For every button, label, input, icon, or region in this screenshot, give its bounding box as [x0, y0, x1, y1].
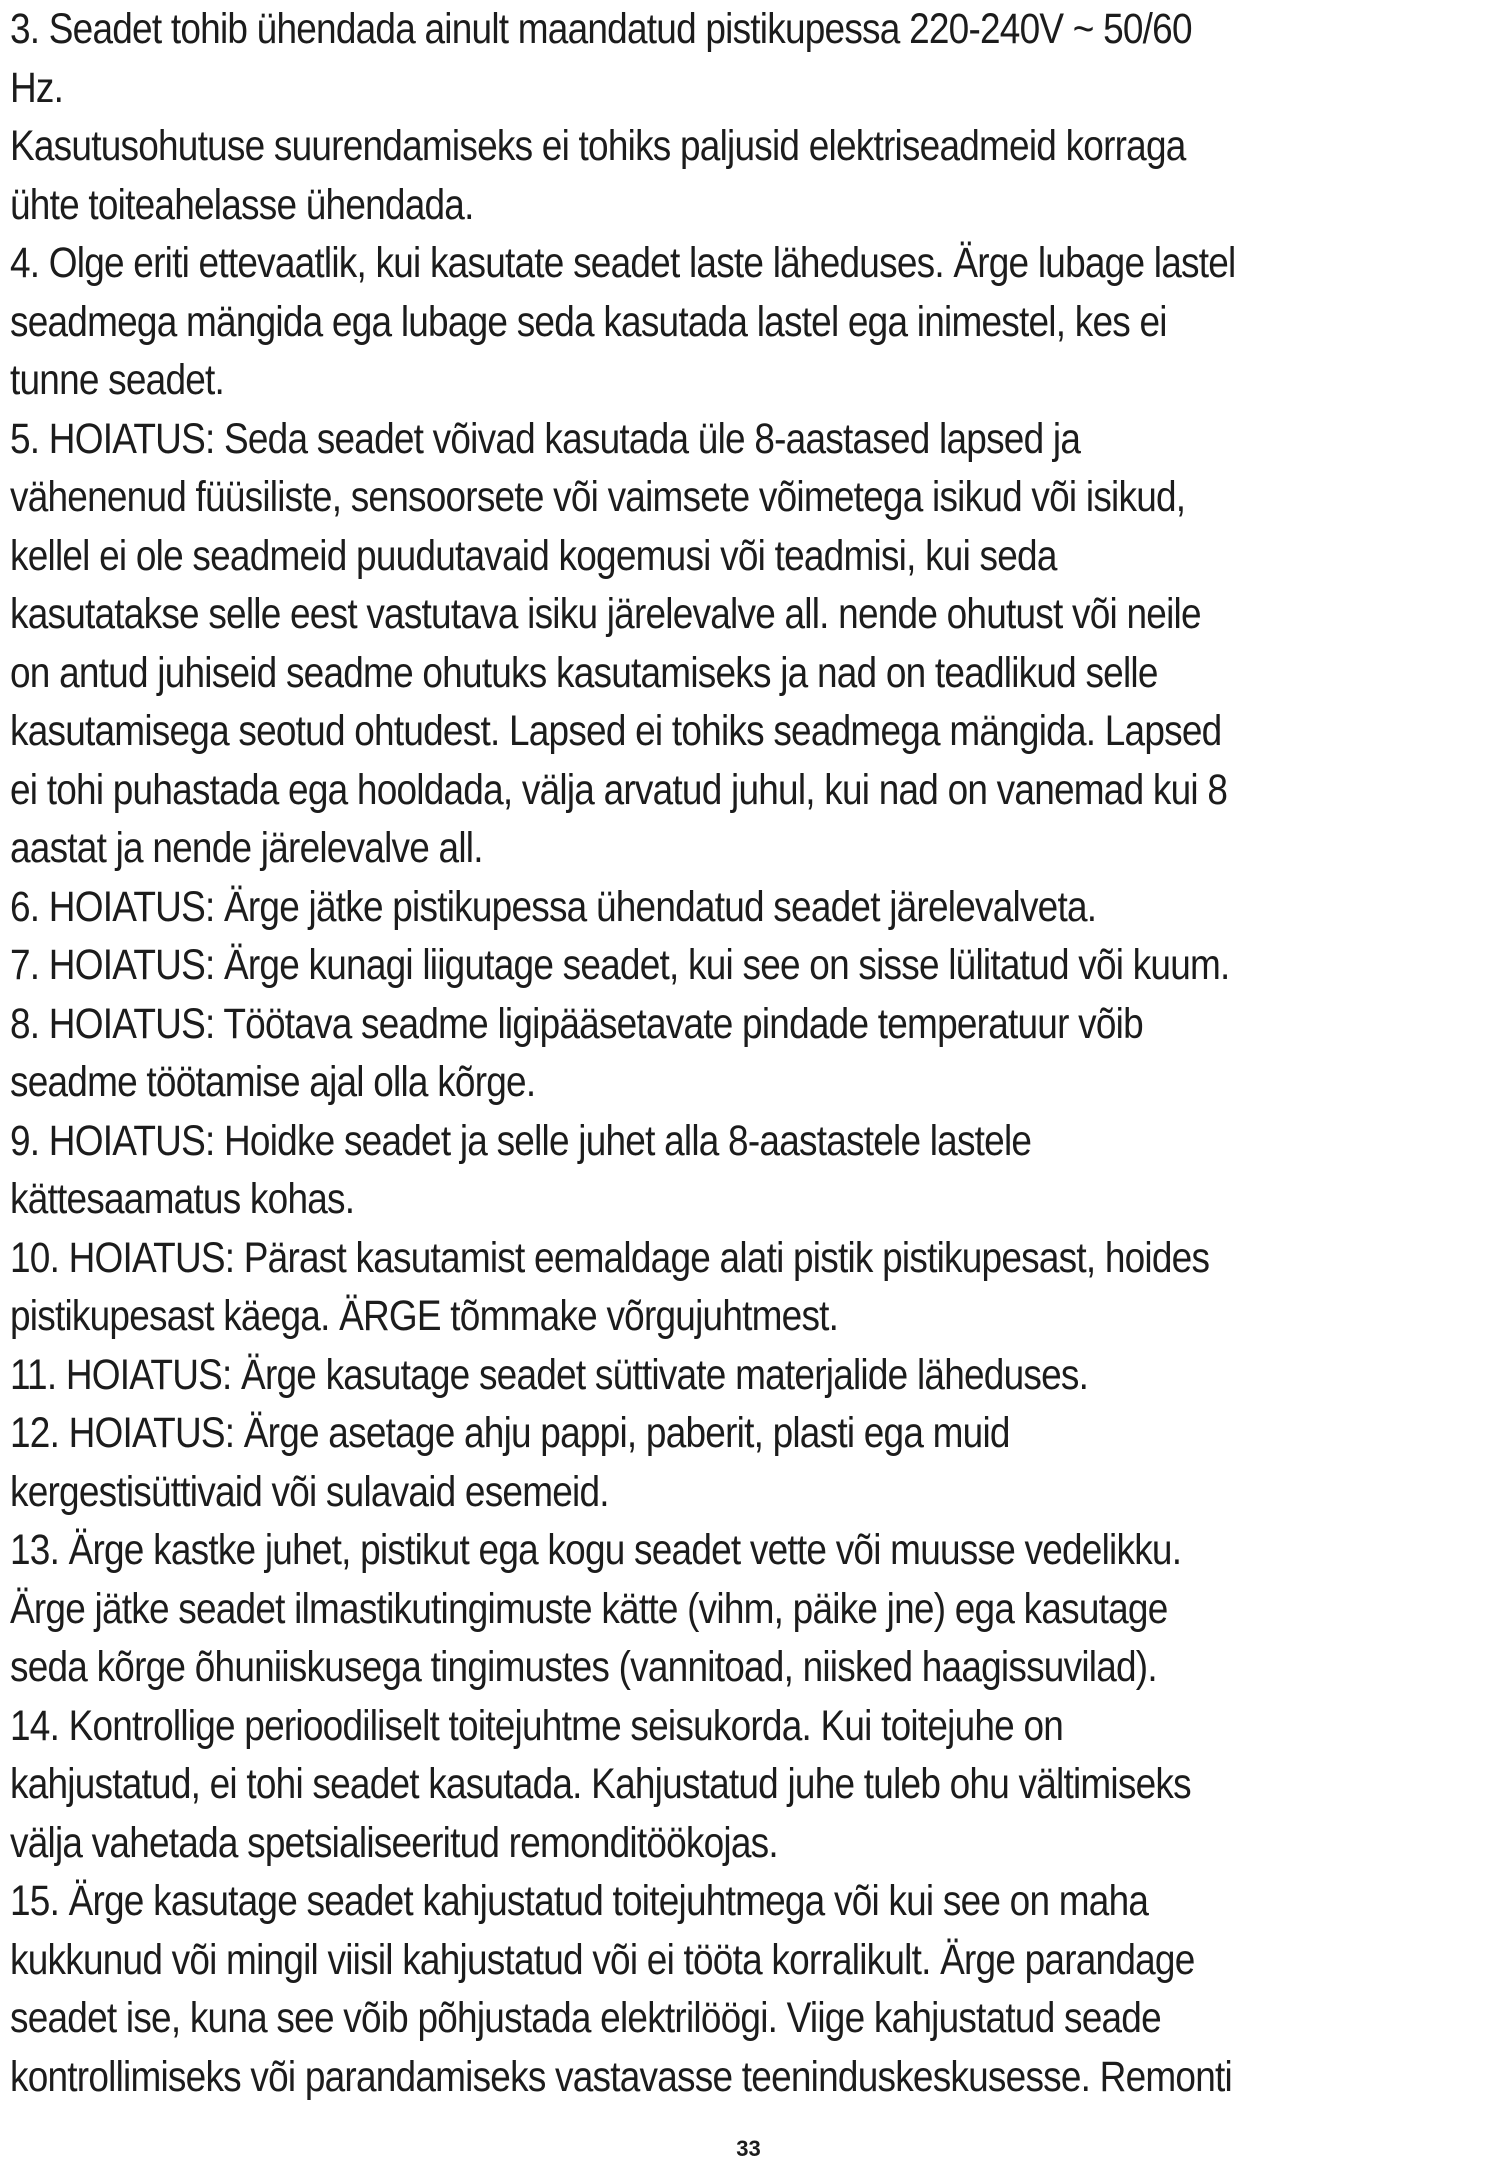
- text-line: 15. Ärge kasutage seadet kahjustatud toitejuhtmega või kui see on maha: [10, 1877, 1149, 1925]
- instruction-paragraph: [10, 410, 1490, 878]
- text-line: seadet ise, kuna see võib põhjustada elektrilöögi. Viige kahjustatud seade: [10, 1994, 1161, 2042]
- text-line: seadme töötamise ajal olla kõrge.: [10, 1058, 536, 1106]
- text-line: 9. HOIATUS: Hoidke seadet ja selle juhet alla 8-aastastele lastele: [10, 1116, 1032, 1165]
- text-line: ei tohi puhastada ega hooldada, välja arvatud juhul, kui nad on vanemad kui 8: [10, 765, 1228, 814]
- text-line: Hz.: [10, 63, 64, 112]
- text-line: Ärge jätke seadet ilmastikutingimuste kätte (vihm, päike jne) ega kasutage: [10, 1584, 1168, 1633]
- text-line: kergestisüttivaid või sulavaid esemeid.: [10, 1467, 609, 1516]
- text-line: kukkunud või mingil viisil kahjustatud või ei tööta korralikult. Ärge parandage: [10, 1935, 1195, 1984]
- text-line: kasutamisega seotud ohtudest. Lapsed ei tohiks seadmega mängida. Lapsed: [10, 707, 1222, 755]
- instruction-paragraph: [10, 1521, 1490, 1697]
- text-line: seda kõrge õhuniiskusega tingimustes (vannitoad, niisked haagissuvilad).: [10, 1643, 1157, 1691]
- text-line: seadmega mängida ega lubage seda kasutada lastel ega inimestel, kes ei: [10, 297, 1167, 346]
- text-line: 6. HOIATUS: Ärge jätke pistikupessa ühendatud seadet järelevalveta.: [10, 882, 1097, 931]
- text-line: ühte toiteahelasse ühendada.: [10, 180, 474, 229]
- instruction-paragraph: [10, 1112, 1490, 1229]
- instruction-paragraph: [10, 1404, 1490, 1521]
- text-line: 14. Kontrollige perioodiliselt toitejuhtme seisukorda. Kui toitejuhe on: [10, 1701, 1064, 1750]
- text-line: aastat ja nende järelevalve all.: [10, 824, 483, 872]
- text-line: 3. Seadet tohib ühendada ainult maandatud pistikupessa 220-240V ~ 50/60: [10, 5, 1192, 53]
- text-line: 5. HOIATUS: Seda seadet võivad kasutada üle 8-aastased lapsed ja: [10, 414, 1081, 463]
- text-line: 13. Ärge kastke juhet, pistikut ega kogu seadet vette või muusse vedelikku.: [10, 1526, 1182, 1574]
- text-line: 7. HOIATUS: Ärge kunagi liigutage seadet, kui see on sisse lülitatud või kuum.: [10, 941, 1230, 989]
- instruction-paragraph: [10, 1697, 1490, 1873]
- text-line: kasutatakse selle eest vastutava isiku järelevalve all. nende ohutust või neile: [10, 590, 1201, 638]
- text-line: vähenenud füüsiliste, sensoorsete või vaimsete võimetega isikud või isikud,: [10, 473, 1186, 521]
- text-line: 11. HOIATUS: Ärge kasutage seadet süttivate materjalide läheduses.: [10, 1350, 1089, 1399]
- instruction-paragraph: [10, 117, 1490, 234]
- instruction-paragraph: [10, 1346, 1490, 1405]
- manual-page-text: [10, 0, 1490, 2106]
- text-line: Kasutusohutuse suurendamiseks ei tohiks paljusid elektriseadmeid korraga: [10, 122, 1186, 170]
- text-line: pistikupesast käega. ÄRGE tõmmake võrgujuhtmest.: [10, 1292, 839, 1340]
- page-number: 33: [736, 2136, 761, 2161]
- instruction-paragraph: [10, 936, 1490, 995]
- text-line: 10. HOIATUS: Pärast kasutamist eemaldage alati pistik pistikupesast, hoides: [10, 1233, 1210, 1282]
- text-line: 4. Olge eriti ettevaatlik, kui kasutate seadet laste läheduses. Ärge lubage lastel: [10, 239, 1236, 287]
- text-line: kellel ei ole seadmeid puudutavaid kogemusi või teadmisi, kui seda: [10, 531, 1057, 580]
- instruction-paragraph: [10, 234, 1490, 410]
- instruction-paragraph: [10, 995, 1490, 1112]
- text-line: 8. HOIATUS: Töötava seadme ligipääsetavate pindade temperatuur võib: [10, 999, 1143, 1048]
- instruction-paragraph: [10, 0, 1490, 117]
- text-line: välja vahetada spetsialiseeritud remonditöökojas.: [10, 1818, 778, 1867]
- instruction-paragraph: [10, 878, 1490, 937]
- instruction-paragraph: [10, 1872, 1490, 2106]
- text-line: kontrollimiseks või parandamiseks vastavasse teeninduskeskusesse. Remonti: [10, 2052, 1232, 2101]
- text-line: kättesaamatus kohas.: [10, 1175, 355, 1223]
- text-line: on antud juhiseid seadme ohutuks kasutamiseks ja nad on teadlikud selle: [10, 648, 1158, 697]
- instruction-paragraph: [10, 1229, 1490, 1346]
- text-line: kahjustatud, ei tohi seadet kasutada. Kahjustatud juhe tuleb ohu vältimiseks: [10, 1760, 1191, 1808]
- text-line: tunne seadet.: [10, 356, 225, 404]
- text-line: 12. HOIATUS: Ärge asetage ahju pappi, paberit, plasti ega muid: [10, 1409, 1010, 1457]
